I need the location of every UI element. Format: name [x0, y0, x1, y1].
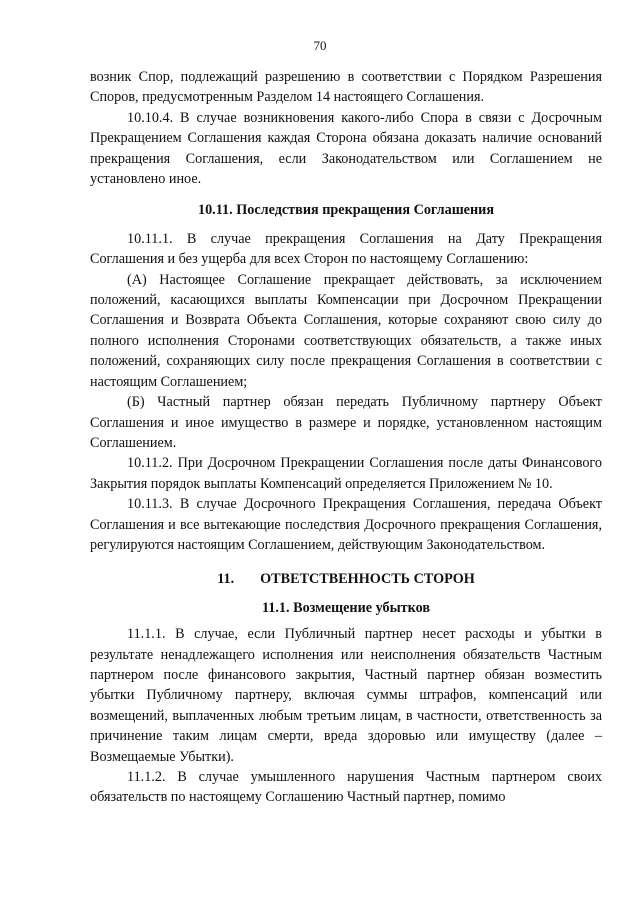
section-heading-10-11: 10.11. Последствия прекращения Соглашения	[197, 202, 494, 219]
paragraph-11-1-1: 11.1.1. В случае, если Публичный партнер несет расходы и убытки в результате ненадлежащего исполнения или неисполнения обязательств Частным партнером после финансового закрытия, Частный партнер обязан возместить убытки Публичному партнеру, включая суммы штрафов, компенсаций или возмещений, выплаченных любым третьим лицам, в частности, ответственность за причинение таким лицам смерти, вреда здоровью или имуществу (далее – Возмещаемые Убытки).	[90, 626, 602, 765]
chapter-title: ОТВЕТСТВЕННОСТЬ СТОРОН	[260, 571, 475, 588]
paragraph-10-11-2: 10.11.2. При Досрочном Прекращении Соглашения после даты Финансового Закрытия порядок выплаты Компенсаций определяется Приложением № 10.	[90, 455, 602, 492]
paragraph-10-11-3: 10.11.3. В случае Досрочного Прекращения Соглашения, передача Объект Соглашения и все вытекающие последствия Досрочного прекращения Соглашения, регулируются настоящим Соглашением, действующим Законодательством.	[90, 496, 602, 553]
section-heading-11-1: 11.1. Возмещение убытков	[261, 599, 431, 616]
chapter-heading-11	[90, 569, 602, 589]
paragraph-11-1-2: 11.1.2. В случае умышленного нарушения Частным партнером своих обязательств по настоящему Соглашению Частный партнер, помимо	[90, 769, 602, 806]
paragraph-item-b: (Б) Частный партнер обязан передать Публичному партнеру Объект Соглашения и иное имущество в размере и порядке, установленном настоящим Соглашением.	[90, 394, 602, 451]
page-content	[90, 67, 602, 808]
chapter-number: 11.	[217, 571, 235, 588]
paragraph-10-10-4: 10.10.4. В случае возникновения какого-либо Спора в связи с Досрочным Прекращением Соглашения каждая Сторона обязана доказать наличие оснований прекращения Соглашения, если Законодательством или Соглашением не установлено иное.	[90, 109, 602, 188]
paragraph: возник Спор, подлежащий разрешению в соответствии с Порядком Разрешения Споров, предусмотренным Разделом 14 настоящего Соглашения.	[90, 69, 602, 106]
page-number: 70	[313, 38, 327, 53]
paragraph-10-11-1: 10.11.1. В случае прекращения Соглашения на Дату Прекращения Соглашения и без ущерба для всех Сторон по настоящему Соглашению:	[90, 230, 602, 268]
paragraph-item-a: (А) Настоящее Соглашение прекращает действовать, за исключением положений, касающихся выплаты Компенсации при Досрочном Прекращении Соглашения и Возврата Объекта Соглашения, которые сохраняют свою силу до полного исполнения Сторонами соответствующих обязательств, а также иных положений, сохраняющих силу после прекращения Соглашения в соответствии с настоящим Соглашением;	[90, 271, 602, 390]
